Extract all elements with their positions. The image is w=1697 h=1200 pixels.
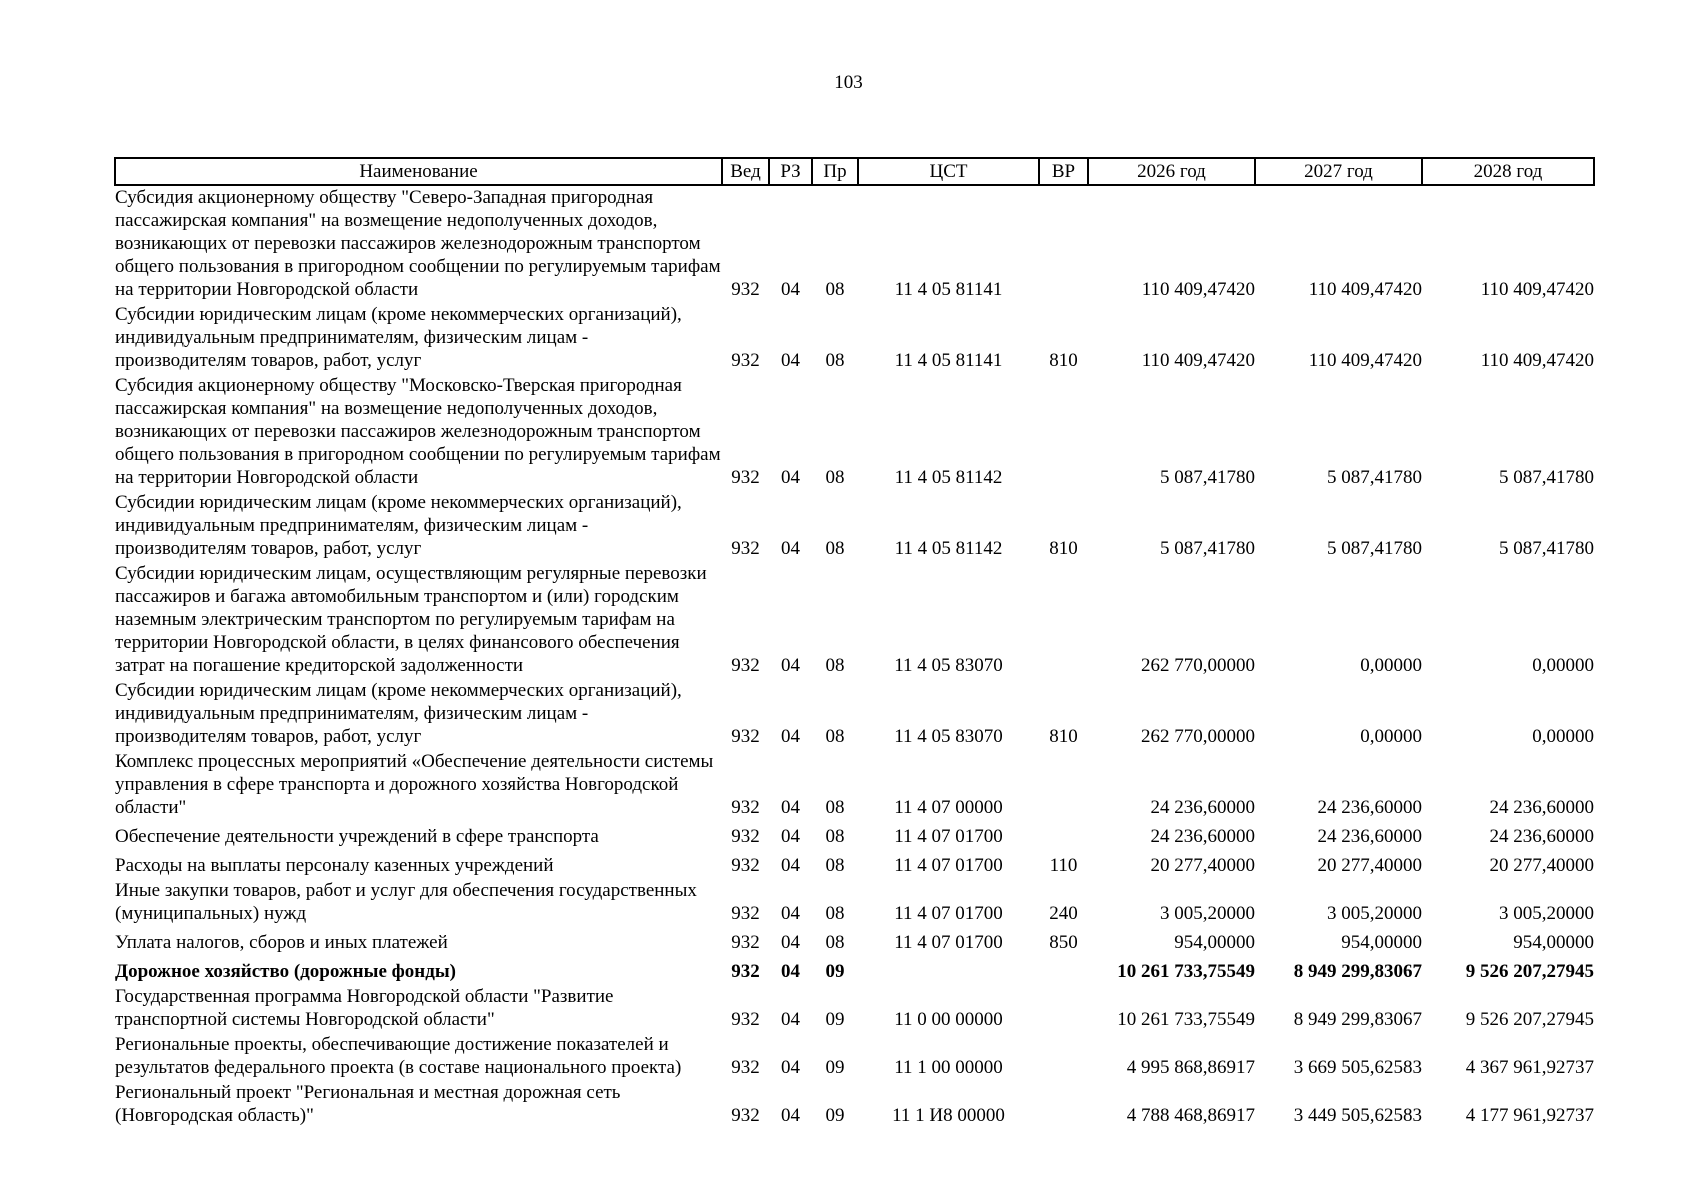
cell-cst: 11 4 07 01700 — [894, 826, 1003, 847]
cell-cst: 11 1 00 00000 — [894, 1057, 1003, 1078]
cell-rz: 04 — [781, 279, 800, 300]
table-row — [115, 956, 1594, 985]
cell-vr — [1039, 750, 1088, 821]
cell-vr: 110 — [1049, 855, 1078, 876]
cell-y2026: 24 236,60000 — [1150, 797, 1255, 818]
cell-cst: 11 4 05 81141 — [894, 350, 1003, 371]
cell-y2027: 24 236,60000 — [1317, 797, 1422, 818]
col-header-name: Наименование — [115, 158, 722, 185]
cell-y2027: 5 087,41780 — [1327, 538, 1422, 559]
cell-pr: 08 — [825, 538, 845, 559]
cell-cst: 11 4 07 01700 — [894, 932, 1003, 953]
cell-rz: 04 — [781, 1105, 800, 1126]
cell-y2027: 110 409,47420 — [1308, 279, 1422, 300]
cell-name: Региональный проект "Региональная и местная дорожная сеть (Новгородская область)" — [115, 1082, 621, 1126]
cell-y2028: 20 277,40000 — [1489, 855, 1594, 876]
page-number: 103 — [834, 72, 863, 93]
cell-rz: 04 — [781, 350, 800, 371]
cell-ved: 932 — [731, 961, 760, 982]
cell-name: Обеспечение деятельности учреждений в сфере транспорта — [115, 826, 599, 847]
cell-rz: 04 — [781, 1009, 800, 1030]
cell-name: Уплата налогов, сборов и иных платежей — [115, 932, 448, 953]
cell-cst: 11 4 07 01700 — [894, 855, 1003, 876]
cell-vr: 240 — [1049, 903, 1078, 924]
cell-vr — [1039, 956, 1088, 985]
cell-y2027: 3 449 505,62583 — [1293, 1105, 1422, 1126]
cell-pr: 08 — [825, 797, 845, 818]
cell-y2026: 5 087,41780 — [1160, 538, 1255, 559]
cell-vr — [1039, 821, 1088, 850]
table-row — [115, 1033, 1594, 1081]
cell-cst — [858, 956, 1039, 985]
cell-pr: 08 — [825, 826, 845, 847]
cell-pr: 08 — [825, 932, 845, 953]
cell-y2028: 110 409,47420 — [1480, 279, 1594, 300]
cell-rz: 04 — [781, 655, 800, 676]
cell-y2026: 24 236,60000 — [1150, 826, 1255, 847]
cell-y2028: 0,00000 — [1532, 726, 1594, 747]
cell-cst: 11 4 05 83070 — [894, 655, 1003, 676]
cell-y2028: 24 236,60000 — [1489, 797, 1594, 818]
cell-y2027: 3 669 505,62583 — [1293, 1057, 1422, 1078]
table-row — [115, 491, 1594, 562]
cell-y2026: 110 409,47420 — [1141, 350, 1255, 371]
col-header-2028: 2028 год — [1422, 158, 1594, 185]
table-row — [115, 303, 1594, 374]
cell-y2026: 3 005,20000 — [1160, 903, 1255, 924]
cell-vr — [1039, 185, 1088, 303]
cell-name: Субсидия акционерному обществу "Московско-Тверская пригородная пассажирская компания" на возмещение недополученных доходов, возникающих от перевозки пассажиров железнодорожным транспортом общего пользования в пригородном сообщении по регулируемым тарифам на территории Новгородской области — [115, 375, 721, 488]
cell-name: Субсидии юридическим лицам (кроме некоммерческих организаций), индивидуальным предпринимателям, физическим лицам - производителям товаров, работ, услуг — [115, 680, 682, 747]
cell-rz: 04 — [781, 538, 800, 559]
table-row — [115, 750, 1594, 821]
cell-y2026: 10 261 733,75549 — [1117, 961, 1255, 982]
cell-vr: 810 — [1049, 538, 1078, 559]
cell-cst: 11 4 05 81141 — [894, 279, 1003, 300]
cell-vr: 810 — [1049, 726, 1078, 747]
cell-name: Комплекс процессных мероприятий «Обеспечение деятельности системы управления в сфере транспорта и дорожного хозяйства Новгородской области" — [115, 751, 714, 818]
table-row — [115, 562, 1594, 679]
cell-y2026: 4 788 468,86917 — [1126, 1105, 1255, 1126]
cell-vr — [1039, 562, 1088, 679]
cell-y2027: 954,00000 — [1341, 932, 1422, 953]
cell-vr: 850 — [1049, 932, 1078, 953]
cell-name: Субсидии юридическим лицам (кроме некоммерческих организаций), индивидуальным предпринимателям, физическим лицам - производителям товаров, работ, услуг — [115, 492, 682, 559]
cell-ved: 932 — [731, 855, 760, 876]
cell-y2028: 5 087,41780 — [1499, 467, 1594, 488]
cell-name: Расходы на выплаты персоналу казенных учреждений — [115, 855, 554, 876]
table-row — [115, 374, 1594, 491]
cell-vr — [1039, 1033, 1088, 1081]
cell-y2027: 24 236,60000 — [1317, 826, 1422, 847]
cell-pr: 09 — [825, 1105, 845, 1126]
cell-vr: 810 — [1049, 350, 1078, 371]
cell-rz: 04 — [781, 903, 800, 924]
cell-rz: 04 — [781, 932, 800, 953]
cell-y2027: 20 277,40000 — [1317, 855, 1422, 876]
cell-y2027: 8 949 299,83067 — [1293, 961, 1422, 982]
cell-ved: 932 — [731, 1105, 760, 1126]
cell-ved: 932 — [731, 903, 760, 924]
cell-pr: 09 — [825, 961, 845, 982]
cell-y2028: 110 409,47420 — [1480, 350, 1594, 371]
cell-vr — [1039, 985, 1088, 1033]
cell-pr: 09 — [825, 1057, 845, 1078]
cell-cst: 11 4 05 81142 — [894, 538, 1003, 559]
cell-pr: 08 — [825, 655, 845, 676]
cell-name: Региональные проекты, обеспечивающие достижение показателей и результатов федерального проекта (в составе национального проекта) — [115, 1034, 682, 1078]
cell-ved: 932 — [731, 932, 760, 953]
cell-cst: 11 4 05 83070 — [894, 726, 1003, 747]
cell-y2027: 3 005,20000 — [1327, 903, 1422, 924]
cell-y2028: 9 526 207,27945 — [1465, 1009, 1594, 1030]
col-header-vr: ВР — [1039, 158, 1088, 185]
cell-ved: 932 — [731, 1057, 760, 1078]
cell-y2026: 262 770,00000 — [1141, 726, 1255, 747]
cell-y2026: 5 087,41780 — [1160, 467, 1255, 488]
table-row — [115, 679, 1594, 750]
cell-y2026: 262 770,00000 — [1141, 655, 1255, 676]
cell-pr: 08 — [825, 279, 845, 300]
cell-rz: 04 — [781, 961, 800, 982]
cell-rz: 04 — [781, 855, 800, 876]
cell-ved: 932 — [731, 279, 760, 300]
table-row — [115, 985, 1594, 1033]
table-row — [115, 821, 1594, 850]
table-row — [115, 879, 1594, 927]
cell-pr: 08 — [825, 855, 845, 876]
table-body — [115, 185, 1594, 1129]
cell-y2027: 5 087,41780 — [1327, 467, 1422, 488]
cell-y2026: 954,00000 — [1174, 932, 1255, 953]
cell-y2028: 9 526 207,27945 — [1465, 961, 1594, 982]
cell-y2026: 20 277,40000 — [1150, 855, 1255, 876]
cell-ved: 932 — [731, 797, 760, 818]
col-header-2026: 2026 год — [1088, 158, 1255, 185]
cell-y2028: 24 236,60000 — [1489, 826, 1594, 847]
col-header-pr: Пр — [812, 158, 858, 185]
cell-rz: 04 — [781, 826, 800, 847]
cell-name: Государственная программа Новгородской области "Развитие транспортной системы Новгородской области" — [115, 986, 614, 1030]
cell-pr: 08 — [825, 903, 845, 924]
cell-ved: 932 — [731, 726, 760, 747]
cell-vr — [1039, 374, 1088, 491]
col-header-ved: Вед — [722, 158, 769, 185]
cell-rz: 04 — [781, 797, 800, 818]
cell-pr: 09 — [825, 1009, 845, 1030]
cell-y2026: 110 409,47420 — [1141, 279, 1255, 300]
cell-y2027: 0,00000 — [1360, 726, 1422, 747]
cell-pr: 08 — [825, 350, 845, 371]
cell-y2026: 4 995 868,86917 — [1126, 1057, 1255, 1078]
cell-rz: 04 — [781, 467, 800, 488]
cell-y2027: 0,00000 — [1360, 655, 1422, 676]
cell-ved: 932 — [731, 467, 760, 488]
cell-cst: 11 4 07 00000 — [894, 797, 1003, 818]
cell-ved: 932 — [731, 655, 760, 676]
table-row — [115, 927, 1594, 956]
table-row — [115, 850, 1594, 879]
table-header-row — [115, 158, 1594, 185]
cell-y2028: 4 177 961,92737 — [1465, 1105, 1594, 1126]
cell-y2027: 110 409,47420 — [1308, 350, 1422, 371]
cell-rz: 04 — [781, 726, 800, 747]
cell-y2026: 10 261 733,75549 — [1117, 1009, 1255, 1030]
cell-name: Дорожное хозяйство (дорожные фонды) — [115, 961, 456, 982]
cell-y2028: 0,00000 — [1532, 655, 1594, 676]
cell-y2027: 8 949 299,83067 — [1293, 1009, 1422, 1030]
cell-ved: 932 — [731, 350, 760, 371]
col-header-rz: РЗ — [769, 158, 812, 185]
col-header-2027: 2027 год — [1255, 158, 1422, 185]
cell-vr — [1039, 1081, 1088, 1129]
cell-cst: 11 1 И8 00000 — [892, 1105, 1005, 1126]
cell-rz: 04 — [781, 1057, 800, 1078]
cell-ved: 932 — [731, 1009, 760, 1030]
cell-ved: 932 — [731, 538, 760, 559]
cell-name: Субсидии юридическим лицам (кроме некоммерческих организаций), индивидуальным предпринимателям, физическим лицам - производителям товаров, работ, услуг — [115, 304, 682, 371]
table-row — [115, 1081, 1594, 1129]
cell-y2028: 954,00000 — [1513, 932, 1594, 953]
cell-name: Иные закупки товаров, работ и услуг для обеспечения государственных (муниципальных) нужд — [115, 880, 697, 924]
col-header-cst: ЦСТ — [858, 158, 1039, 185]
cell-name: Субсидия акционерному обществу "Северо-Западная пригородная пассажирская компания" на возмещение недополученных доходов, возникающих от перевозки пассажиров железнодорожным транспортом общего пользования в пригородном сообщении по регулируемым тарифам на территории Новгородской области — [115, 187, 721, 300]
cell-ved: 932 — [731, 826, 760, 847]
cell-cst: 11 4 05 81142 — [894, 467, 1003, 488]
cell-y2028: 3 005,20000 — [1499, 903, 1594, 924]
cell-y2028: 4 367 961,92737 — [1465, 1057, 1594, 1078]
cell-cst: 11 4 07 01700 — [894, 903, 1003, 924]
table-row — [115, 185, 1594, 303]
cell-cst: 11 0 00 00000 — [894, 1009, 1003, 1030]
budget-table — [114, 157, 1595, 1129]
cell-name: Субсидии юридическим лицам, осуществляющим регулярные перевозки пассажиров и багажа автомобильным транспортом и (или) городским наземным электрическим транспортом по регулируемым тарифам на территории Новгородской области, в целях финансового обеспечения затрат на погашение кредиторской задолженности — [115, 563, 707, 676]
cell-y2028: 5 087,41780 — [1499, 538, 1594, 559]
cell-pr: 08 — [825, 467, 845, 488]
cell-pr: 08 — [825, 726, 845, 747]
